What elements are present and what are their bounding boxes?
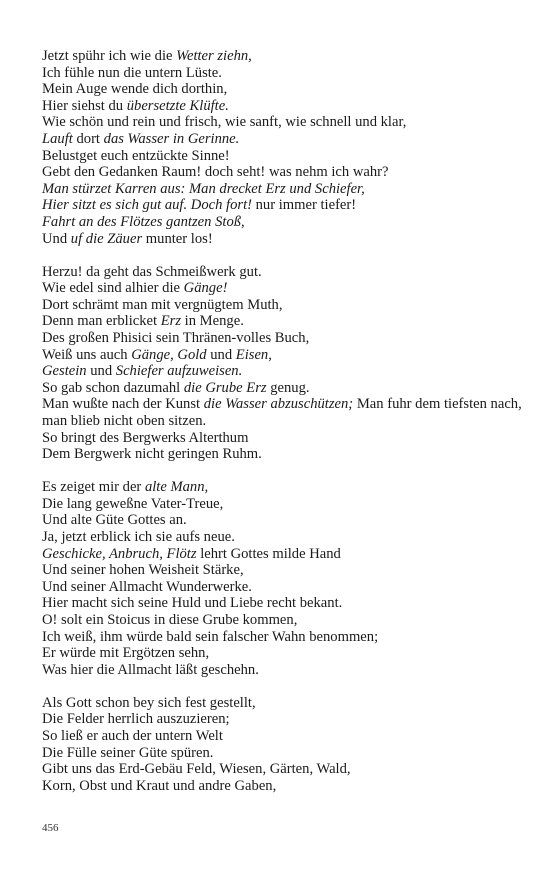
verse-line: [42, 778, 522, 795]
text-segment: So ließ er auch der untern Welt: [42, 728, 223, 745]
italic-segment: Schiefer aufzuweisen.: [115, 363, 243, 380]
verse-line: [42, 330, 522, 347]
italic-segment: Gänge!: [183, 280, 228, 297]
italic-segment: Erz: [160, 313, 182, 330]
verse-line: [42, 529, 522, 546]
verse-line: [42, 81, 522, 98]
verse-line: [42, 579, 522, 596]
text-segment: Herzu! da geht das Schmeißwerk gut.: [42, 263, 262, 280]
text-segment: lehrt Gottes milde Hand: [196, 545, 341, 562]
text-segment: dort: [72, 130, 104, 147]
text-segment: Mein Auge wende dich dorthin,: [42, 81, 228, 98]
verse-line: [42, 645, 522, 662]
verse-line: [42, 313, 522, 330]
verse-line: [42, 695, 522, 712]
text-segment: Denn man erblicket: [42, 313, 161, 330]
italic-segment: Man stürzet Karren aus: Man drecket Erz und Schiefer,: [42, 180, 365, 197]
verse-line: [42, 297, 522, 314]
verse-line: [42, 562, 522, 579]
text-segment: Ich fühle nun die untern Lüste.: [42, 64, 222, 81]
verse-line: [42, 546, 522, 563]
text-segment: nur immer tiefer!: [251, 197, 357, 214]
italic-segment: Wetter ziehn,: [176, 48, 252, 64]
text-segment: Man wußte nach der Kunst: [42, 396, 204, 413]
text-segment: Und: [42, 230, 71, 247]
text-segment: Hier siehst du: [42, 97, 127, 114]
stanza: [42, 479, 522, 678]
text-segment: Er würde mit Ergötzen sehn,: [42, 645, 210, 662]
verse-line: [42, 430, 522, 447]
verse-line: [42, 181, 522, 198]
text-segment: Und alte Güte Gottes an.: [42, 512, 187, 529]
verse-line: [42, 280, 522, 297]
verse-line: [42, 197, 522, 214]
verse-line: [42, 148, 522, 165]
text-segment: Gebt den Gedanken Raum! doch seht! was nehm ich wahr?: [42, 164, 389, 181]
text-segment: Dort schrämt man mit vergnügtem Muth,: [42, 296, 283, 313]
text-segment: Wie edel sind alhier die: [42, 280, 184, 297]
verse-line: [42, 662, 522, 679]
verse-line: [42, 761, 522, 778]
text-segment: So bringt des Bergwerks Alterthum: [42, 429, 249, 446]
verse-line: [42, 595, 522, 612]
text-segment: Die Fülle seiner Güte spüren.: [42, 744, 214, 761]
text-segment: Und seiner hohen Weisheit Stärke,: [42, 562, 244, 579]
verse-line: [42, 363, 522, 380]
italic-segment: Gestein: [42, 363, 87, 380]
stanza: [42, 695, 522, 795]
italic-segment: die Grube Erz: [183, 379, 267, 396]
italic-segment: Geschicke, Anbruch, Flötz: [42, 545, 197, 562]
italic-segment: Gänge, Gold: [131, 346, 207, 363]
italic-segment: Lauft: [42, 130, 73, 147]
text-segment: Was hier die Allmacht läßt geschehn.: [42, 661, 259, 678]
text-segment: So gab schon dazumahl: [42, 379, 184, 396]
text-segment: Als Gott schon bey sich fest gestellt,: [42, 694, 256, 711]
text-segment: Korn, Obst und Kraut und andre Gaben,: [42, 777, 277, 794]
poem-text: [42, 48, 522, 811]
verse-line: [42, 264, 522, 281]
text-segment: Dem Bergwerk nicht geringen Ruhm.: [42, 446, 262, 463]
verse-line: [42, 98, 522, 115]
text-segment: Die Felder herrlich auszuzieren;: [42, 711, 230, 728]
verse-line: [42, 231, 522, 248]
text-segment: Die lang geweßne Vater-Treue,: [42, 495, 224, 512]
italic-segment: das Wasser in Gerinne.: [103, 130, 240, 147]
text-segment: Man fuhr dem tiefsten nach, man blieb nicht oben sitzen.: [42, 396, 522, 429]
stanza: [42, 264, 522, 463]
verse-line: [42, 380, 522, 397]
text-segment: Ich weiß, ihm würde bald sein falscher Wahn benommen;: [42, 628, 379, 645]
text-segment: Belustget euch entzückte Sinne!: [42, 147, 230, 164]
verse-line: [42, 479, 522, 496]
italic-segment: Fahrt an des Flötzes gantzen Stoß,: [42, 213, 245, 230]
verse-line: [42, 347, 522, 364]
italic-segment: uf die Zäuer: [70, 230, 143, 247]
italic-segment: Eisen,: [235, 346, 272, 363]
text-segment: genug.: [266, 379, 310, 396]
text-segment: Und seiner Allmacht Wunderwerke.: [42, 578, 252, 595]
text-segment: munter los!: [142, 230, 213, 247]
text-segment: Es zeiget mir der: [42, 479, 145, 496]
text-segment: Hier macht sich seine Huld und Liebe recht bekant.: [42, 595, 343, 612]
verse-line: [42, 48, 522, 65]
italic-segment: alte Mann,: [144, 479, 209, 496]
stanza: [42, 48, 522, 247]
verse-line: [42, 512, 522, 529]
verse-line: [42, 446, 522, 463]
verse-line: [42, 114, 522, 131]
text-segment: und: [86, 363, 116, 380]
text-segment: O! solt ein Stoicus in diese Grube kommen,: [42, 612, 298, 628]
verse-line: [42, 711, 522, 728]
verse-line: [42, 629, 522, 646]
text-segment: Wie schön und rein und frisch, wie sanft, wie schnell und klar,: [42, 114, 407, 131]
text-segment: Jetzt spühr ich wie die: [42, 48, 177, 64]
verse-line: [42, 612, 522, 629]
italic-segment: die Wasser abzuschützen;: [203, 396, 354, 413]
text-segment: und: [206, 346, 236, 363]
verse-line: [42, 214, 522, 231]
verse-line: [42, 131, 522, 148]
verse-line: [42, 396, 522, 429]
verse-line: [42, 164, 522, 181]
text-segment: Des großen Phisici sein Thränen-volles Buch,: [42, 330, 310, 346]
text-segment: Weiß uns auch: [42, 346, 132, 363]
italic-segment: übersetzte Klüfte.: [126, 97, 229, 114]
verse-line: [42, 728, 522, 745]
text-segment: in Menge.: [181, 313, 244, 330]
verse-line: [42, 65, 522, 82]
italic-segment: Hier sitzt es sich gut auf. Doch fort!: [42, 197, 252, 214]
text-segment: Ja, jetzt erblick ich sie aufs neue.: [42, 529, 235, 546]
verse-line: [42, 496, 522, 513]
page-number: 456: [42, 822, 59, 834]
text-segment: Gibt uns das Erd-Gebäu Feld, Wiesen, Gärten, Wald,: [42, 761, 351, 778]
verse-line: [42, 745, 522, 762]
